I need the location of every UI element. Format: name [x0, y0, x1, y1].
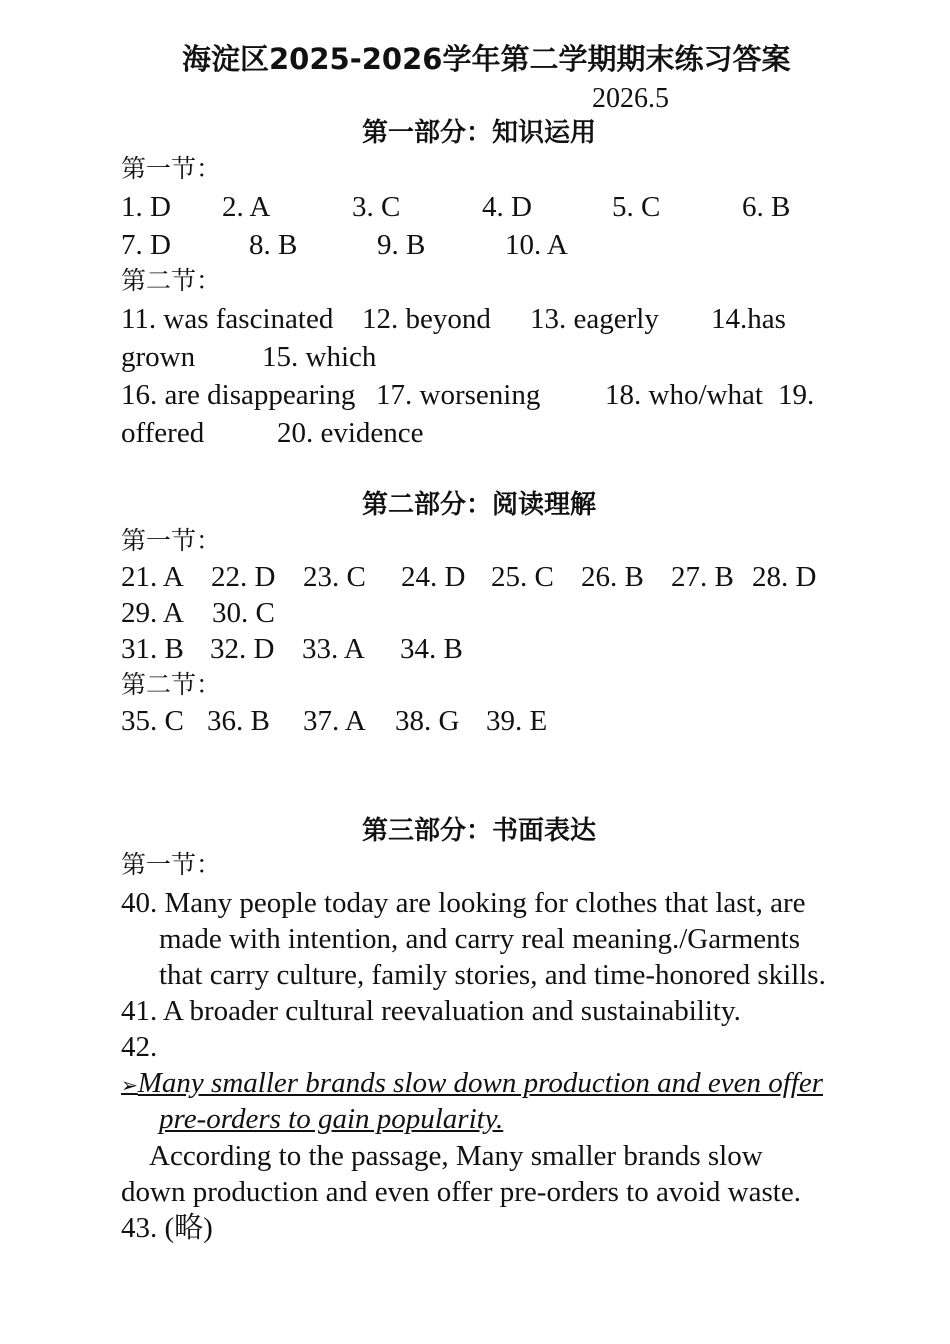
- answer-36: 36. B: [207, 705, 270, 737]
- answer-13: 13. eagerly: [530, 303, 659, 335]
- answer-21: 21. A: [121, 561, 184, 593]
- answer-40-line1: 40. Many people today are looking for clothes that last, are: [121, 887, 806, 919]
- part1-sec2-label: 第二节：: [121, 266, 222, 295]
- arrow-bullet-icon: ➢: [121, 1075, 138, 1097]
- answer-19-cont: offered: [121, 417, 205, 449]
- answer-2: 2. A: [222, 191, 271, 223]
- answer-9: 9. B: [377, 229, 426, 261]
- answer-30: 30. C: [212, 597, 275, 629]
- answer-22: 22. D: [211, 561, 276, 593]
- answer-12: 12. beyond: [362, 303, 491, 335]
- page-title: 海淀区2025-2026学年第二学期期末练习答案: [182, 42, 791, 76]
- answer-25: 25. C: [491, 561, 554, 593]
- answer-14: 14.has: [711, 303, 786, 335]
- answer-6: 6. B: [742, 191, 791, 223]
- answer-41: 41. A broader cultural reevaluation and sustainability.: [121, 995, 741, 1027]
- answer-10: 10. A: [505, 229, 568, 261]
- answer-32: 32. D: [210, 633, 275, 665]
- part2-sec1-label: 第一节：: [121, 526, 222, 555]
- answer-4: 4. D: [482, 191, 532, 223]
- part3-heading: 第三部分：书面表达: [362, 816, 597, 846]
- part3-sec1-label: 第一节：: [121, 850, 222, 879]
- answer-31: 31. B: [121, 633, 184, 665]
- answer-11: 11. was fascinated: [121, 303, 334, 335]
- answer-15: 15. which: [262, 341, 377, 373]
- answer-42-italic-1: Many smaller brands slow down production and even offer: [137, 1067, 823, 1099]
- answer-38: 38. G: [395, 705, 460, 737]
- answer-42-line1: [121, 1066, 823, 1103]
- answer-26: 26. B: [581, 561, 644, 593]
- answer-1: 1. D: [121, 191, 171, 223]
- answer-7: 7. D: [121, 229, 171, 261]
- answer-33: 33. A: [302, 633, 365, 665]
- answer-3: 3. C: [352, 191, 401, 223]
- answer-27: 27. B: [671, 561, 734, 593]
- answer-39: 39. E: [486, 705, 548, 737]
- part2-heading: 第二部分：阅读理解: [362, 490, 597, 520]
- answer-42-answer-line1: According to the passage, Many smaller brands slow: [149, 1140, 763, 1172]
- answer-42-answer-line2: down production and even offer pre-orders to avoid waste.: [121, 1176, 801, 1208]
- answer-34: 34. B: [400, 633, 463, 665]
- part2-sec2-label: 第二节：: [121, 670, 222, 699]
- answer-42-italic-2: pre-orders to gain popularity.: [159, 1103, 504, 1135]
- part1-heading: 第一部分：知识运用: [362, 118, 597, 148]
- answer-28: 28. D: [752, 561, 817, 593]
- answer-40-line2: made with intention, and carry real meaning./Garments: [159, 923, 801, 955]
- answer-40-line3: that carry culture, family stories, and time-honored skills.: [159, 959, 826, 991]
- answer-17: 17. worsening: [376, 379, 541, 411]
- answer-42-number: 42.: [121, 1031, 158, 1063]
- answer-23: 23. C: [303, 561, 366, 593]
- answer-35: 35. C: [121, 705, 184, 737]
- answer-19: 19.: [778, 379, 815, 411]
- answer-16: 16. are disappearing: [121, 379, 356, 411]
- part1-sec1-label: 第一节：: [121, 154, 222, 183]
- answer-14-cont: grown: [121, 341, 196, 373]
- answer-29: 29. A: [121, 597, 184, 629]
- answer-24: 24. D: [401, 561, 466, 593]
- date: 2026.5: [592, 83, 669, 114]
- answer-43: 43. (略): [121, 1212, 213, 1244]
- answer-42-line2: [159, 1102, 503, 1136]
- answer-8: 8. B: [249, 229, 298, 261]
- answer-37: 37. A: [303, 705, 366, 737]
- answer-5: 5. C: [612, 191, 661, 223]
- answer-20: 20. evidence: [277, 417, 424, 449]
- answer-18: 18. who/what: [605, 379, 763, 411]
